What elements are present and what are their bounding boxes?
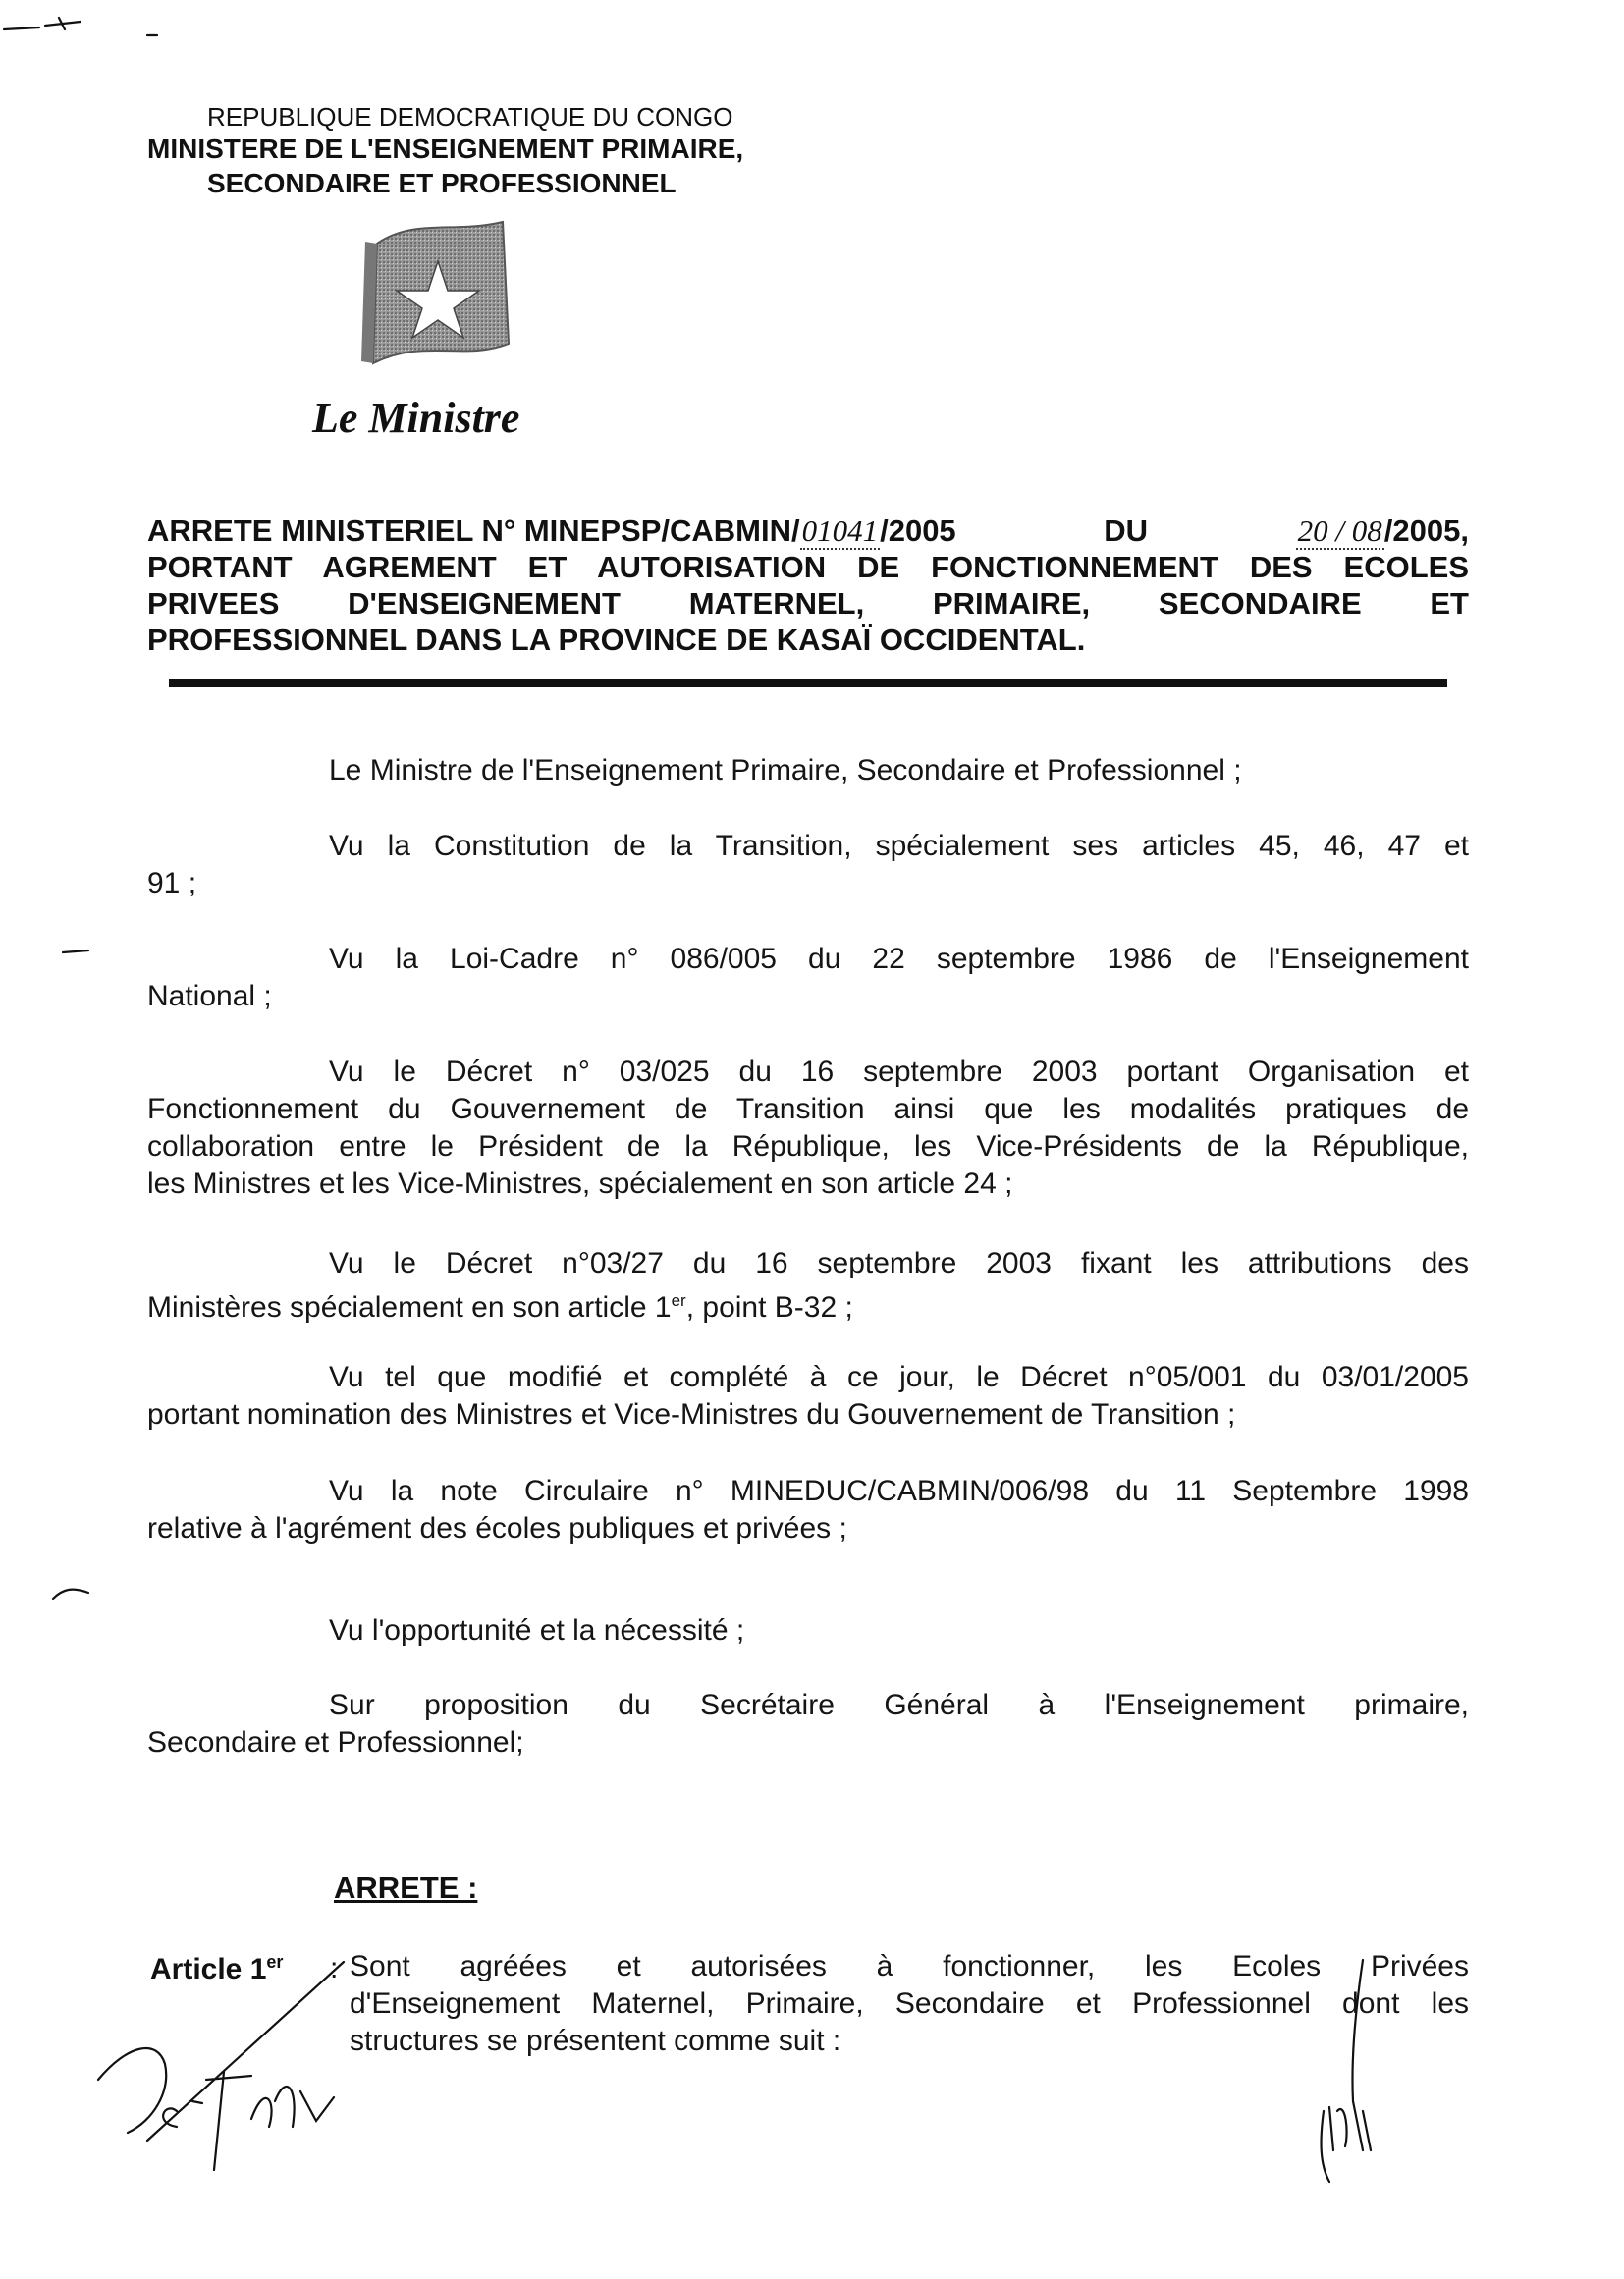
initials-signature-icon (59, 1954, 373, 2180)
article-line: Sont agréées et autorisées à fonctionner, les Ecoles Privées (350, 1950, 1469, 1982)
country-name: REPUBLIQUE DEMOCRATIQUE DU CONGO (207, 102, 733, 132)
margin-mark (49, 1581, 98, 1610)
preamble-line: portant nomination des Ministres et Vice-Ministres du Gouvernement de Transition ; (147, 1398, 1236, 1431)
preamble-line: Vu tel que modifié et complété à ce jour, le Décret n°05/001 du 03/01/2005 (329, 1361, 1469, 1393)
preamble-constitution (147, 828, 1469, 902)
preamble-line: Vu le Décret n°03/27 du 16 septembre 2003 fixant les attributions des (329, 1247, 1469, 1279)
article-number: Article 1 (150, 1953, 267, 1985)
decree-ref-prefix: ARRETE MINISTERIEL N° MINEPSP/CABMIN/ (147, 514, 800, 548)
preamble-line: Vu la Loi-Cadre n° 086/005 du 22 septembre 1986 de l'Enseignement (329, 943, 1469, 975)
preamble-opportunite: Vu l'opportunité et la nécessité ; (329, 1614, 745, 1647)
decree-title (147, 513, 1469, 658)
arrete-heading: ARRETE : (334, 1871, 478, 1905)
preamble-decret-03-27 (147, 1245, 1469, 1327)
article-line: structures se présentent comme suit : (350, 2025, 841, 2057)
preamble-line: Vu la note Circulaire n° MINEDUC/CABMIN/006/98 du 11 Septembre 1998 (329, 1475, 1469, 1507)
decree-title-line2: PORTANT AGREMENT ET AUTORISATION DE FONCTIONNEMENT DES ECOLES (147, 550, 1469, 584)
preamble-line: 91 ; (147, 867, 197, 899)
preamble-text: , point B-32 ; (685, 1291, 853, 1324)
article-line: d'Enseignement Maternel, Primaire, Secondaire et Professionnel dont les (350, 1987, 1469, 2020)
preamble-line: Fonctionnement du Gouvernement de Transition ainsi que les modalités pratiques de (147, 1093, 1469, 1125)
signature-paraphe-icon (1294, 1954, 1402, 2190)
title-underline-rule (169, 679, 1447, 687)
decree-ref-year: /2005 (880, 514, 956, 548)
preamble-proposition (147, 1687, 1469, 1762)
decree-date (1296, 513, 1469, 549)
decree-number-handwritten: 01041 (801, 514, 879, 548)
ministry-name-line2: SECONDAIRE ET PROFESSIONNEL (207, 168, 677, 198)
preamble-line: Vu la Constitution de la Transition, spécialement ses articles 45, 46, 47 et (329, 830, 1469, 862)
preamble-decret-03-025 (147, 1054, 1469, 1203)
preamble-circulaire (147, 1473, 1469, 1547)
preamble-line: Secondaire et Professionnel; (147, 1726, 524, 1759)
preamble-decret-05-001 (147, 1359, 1469, 1434)
superscript-er: er (671, 1291, 686, 1310)
decree-title-line3: PRIVEES D'ENSEIGNEMENT MATERNEL, PRIMAIRE, SECONDAIRE ET (147, 586, 1469, 621)
margin-mark (59, 943, 98, 962)
preamble-line: National ; (147, 980, 272, 1012)
superscript-er: er (266, 1952, 284, 1972)
preamble-line: collaboration entre le Président de la République, les Vice-Présidents de la République, (147, 1130, 1469, 1163)
decree-date-year: /2005, (1383, 514, 1469, 548)
article-colon: : (330, 1952, 339, 1984)
congo-flag-star-emblem-icon (355, 214, 522, 383)
decree-title-line4: PROFESSIONNEL DANS LA PROVINCE DE KASAÏ OCCIDENTAL. (147, 623, 1086, 657)
decree-ref (147, 513, 956, 549)
preamble-line: Sur proposition du Secrétaire Général à l'Enseignement primaire, (329, 1689, 1469, 1721)
preamble-line: relative à l'agrément des écoles publiques et privées ; (147, 1512, 847, 1545)
preamble-line (147, 1282, 1469, 1327)
scan-mark-top-left (0, 0, 196, 59)
preamble-loi-cadre (147, 941, 1469, 1015)
preamble-line: les Ministres et les Vice-Ministres, spécialement en son article 24 ; (147, 1167, 1013, 1200)
decree-title-line1 (147, 513, 1469, 549)
preamble-text: Ministères spécialement en son article 1 (147, 1291, 672, 1324)
ministry-name-line1: MINISTERE DE L'ENSEIGNEMENT PRIMAIRE, (147, 134, 744, 164)
decree-du: DU (1104, 514, 1149, 548)
preamble-minister: Le Ministre de l'Enseignement Primaire, Secondaire et Professionnel ; (329, 754, 1242, 787)
preamble-line: Vu le Décret n° 03/025 du 16 septembre 2003 portant Organisation et (329, 1056, 1469, 1088)
signatory-title: Le Ministre (312, 394, 520, 442)
decree-date-handwritten: 20 / 08 (1297, 514, 1382, 548)
